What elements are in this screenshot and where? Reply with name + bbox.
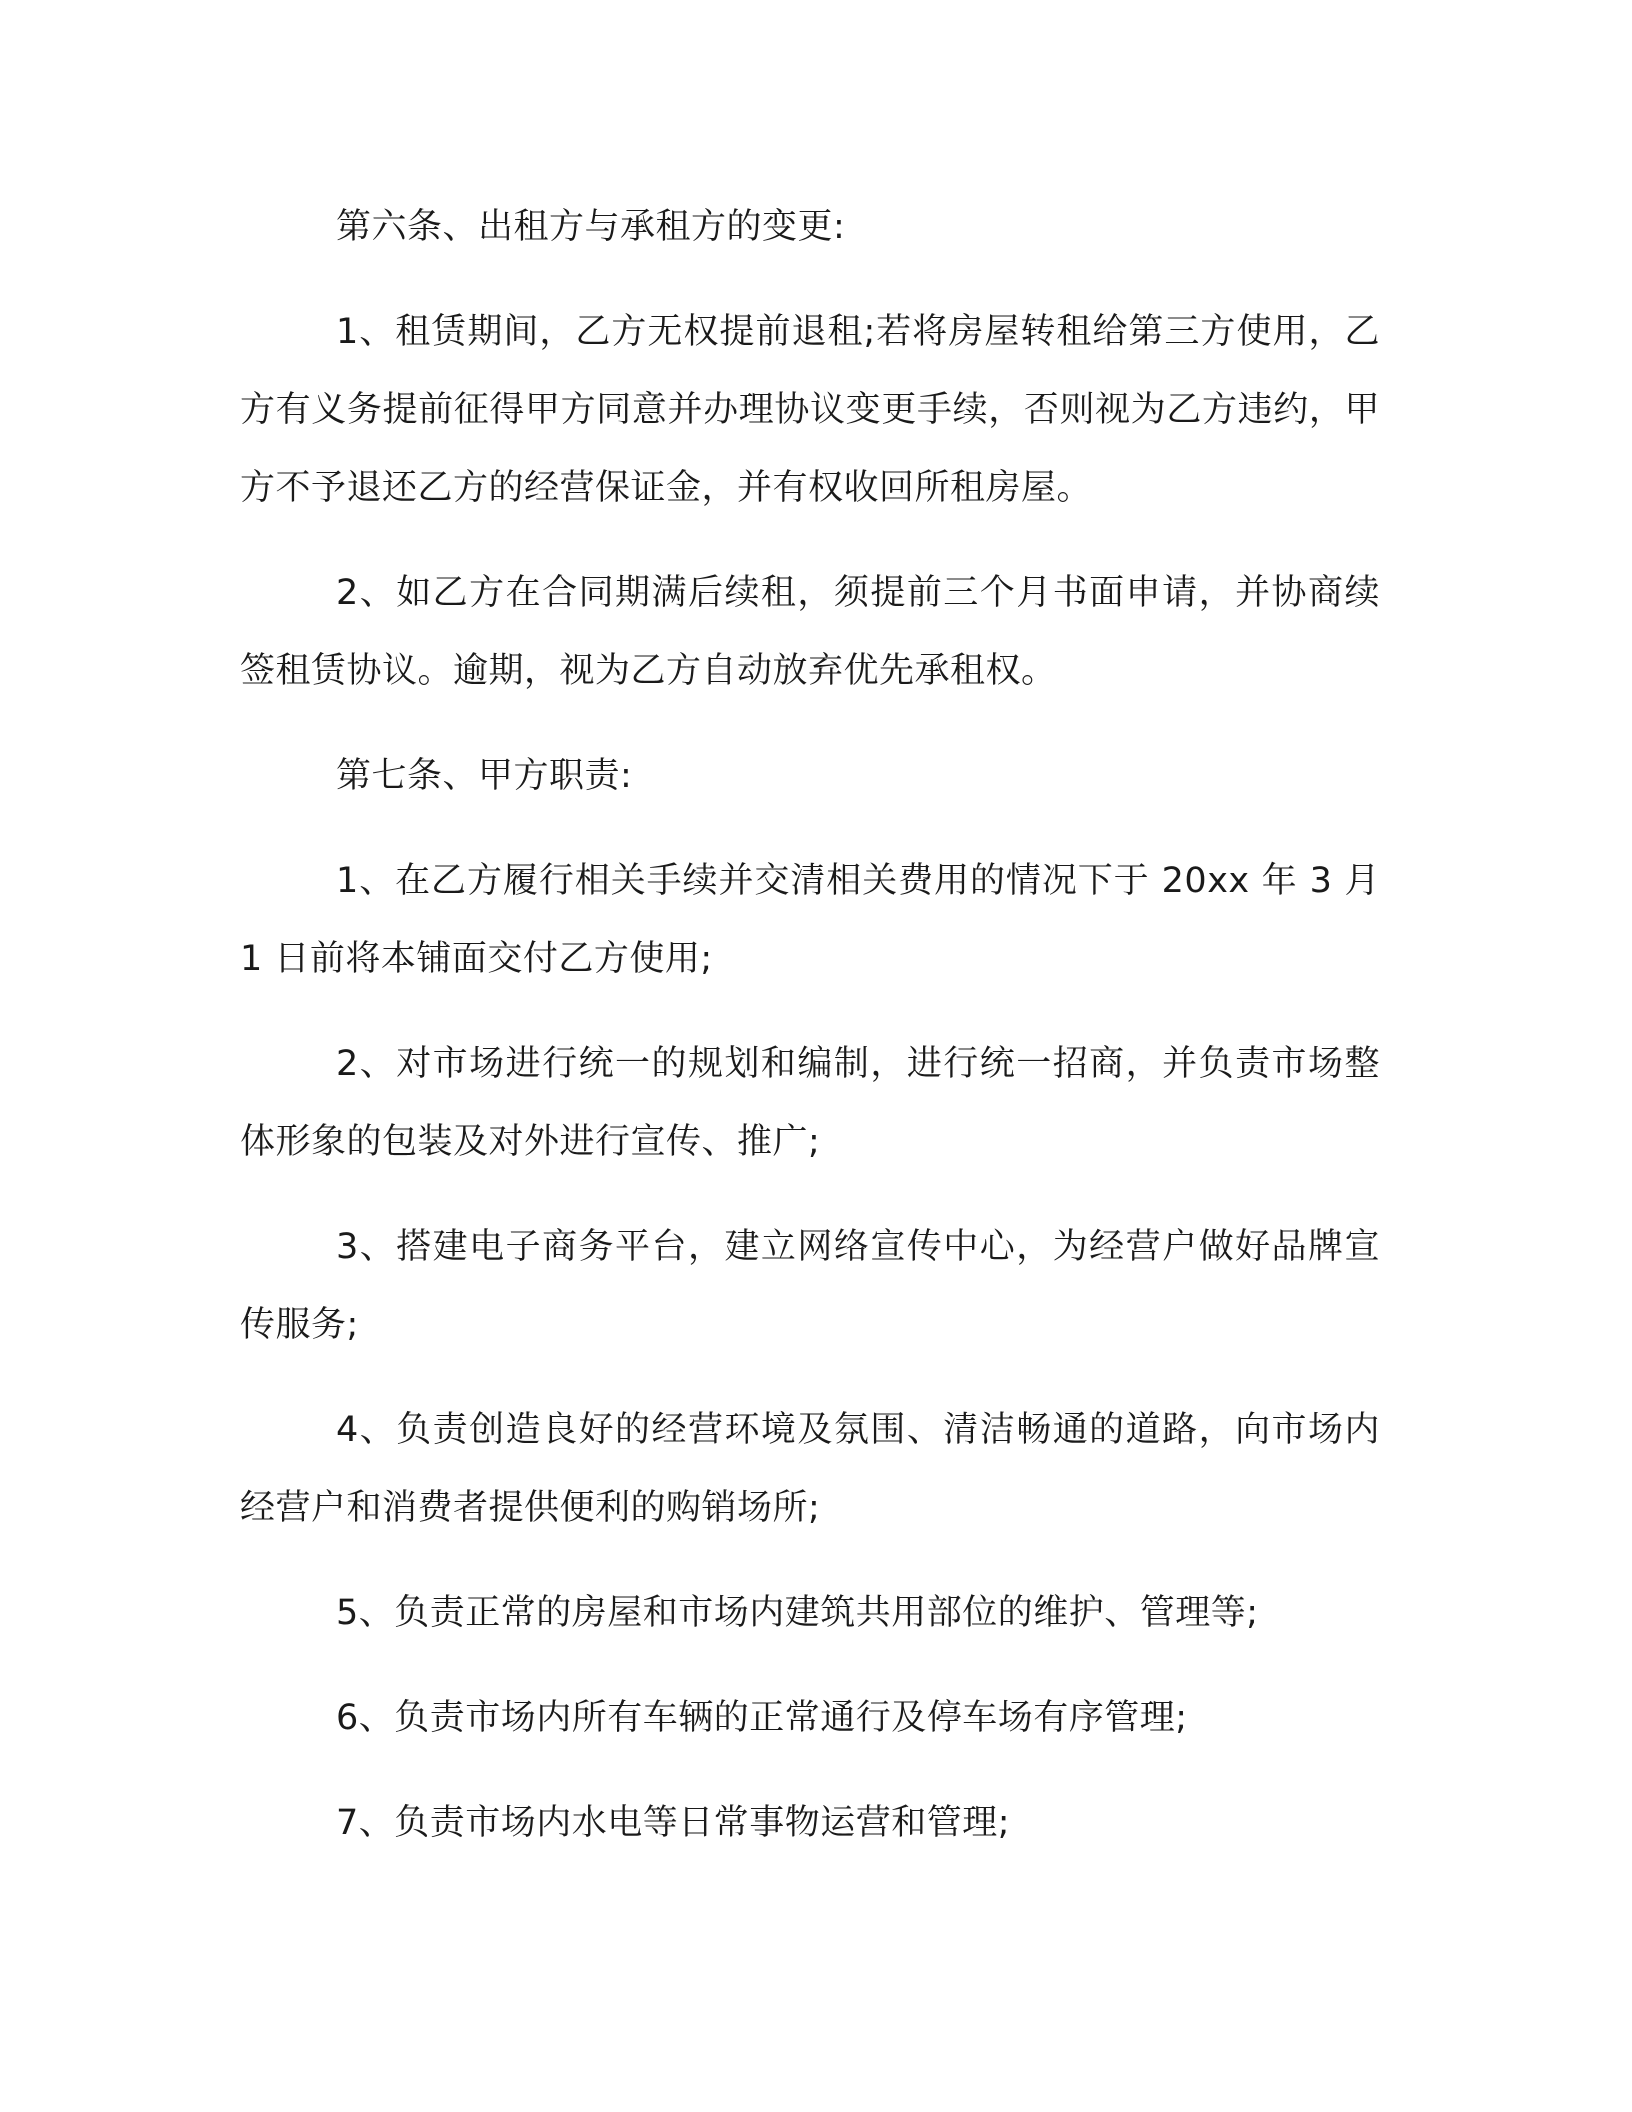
document-body xyxy=(240,188,1380,1862)
article-6-heading: 第六条、出租方与承租方的变更: xyxy=(336,207,846,247)
article-7-clause-1: 1、在乙方履行相关手续并交清相关费用的情况下于 20xx 年 3 月 1 日前将本铺面交付乙方使用; xyxy=(240,861,1380,979)
article-6-clause-2: 2、如乙方在合同期满后续租，须提前三个月书面申请，并协商续签租赁协议。逾期，视为乙方自动放弃优先承租权。 xyxy=(240,573,1380,691)
article-7-heading: 第七条、甲方职责: xyxy=(336,756,633,796)
article-7-clause-6: 6、负责市场内所有车辆的正常通行及停车场有序管理; xyxy=(336,1698,1188,1738)
article-7-clause-7: 7、负责市场内水电等日常事物运营和管理; xyxy=(336,1803,1011,1843)
article-7-clause-4: 4、负责创造良好的经营环境及氛围、清洁畅通的道路，向市场内经营户和消费者提供便利的购销场所; xyxy=(240,1410,1380,1528)
article-7-clause-5: 5、负责正常的房屋和市场内建筑共用部位的维护、管理等; xyxy=(336,1593,1259,1633)
article-7-clause-2: 2、对市场进行统一的规划和编制，进行统一招商，并负责市场整体形象的包装及对外进行宣传、推广; xyxy=(240,1044,1380,1162)
article-7-clause-3: 3、搭建电子商务平台，建立网络宣传中心，为经营户做好品牌宣传服务; xyxy=(240,1227,1380,1345)
article-6-clause-1: 1、租赁期间，乙方无权提前退租;若将房屋转租给第三方使用，乙方有义务提前征得甲方同意并办理协议变更手续，否则视为乙方违约，甲方不予退还乙方的经营保证金，并有权收回所租房屋。 xyxy=(240,312,1380,508)
